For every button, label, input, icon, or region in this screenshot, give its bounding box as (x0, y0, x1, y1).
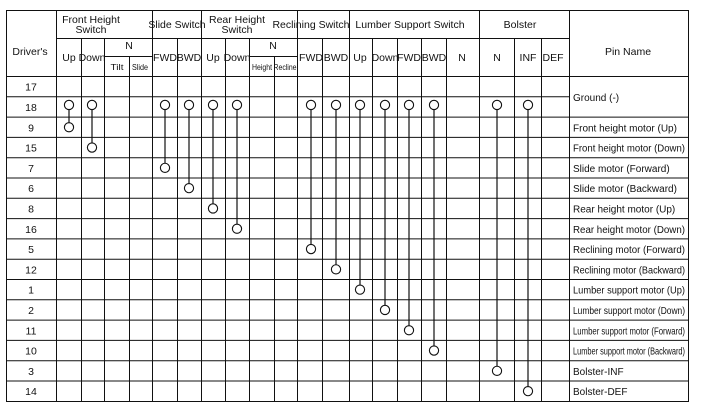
reclining-bwd-label: BWD (323, 52, 349, 64)
lumber-bwd-label: BWD (421, 52, 447, 64)
contact-point (87, 100, 96, 109)
connection-slide-bwd (184, 100, 193, 192)
front-height-switch-header-line1: Front Height (62, 14, 120, 26)
pin-name: Rear height motor (Down) (573, 224, 685, 236)
connection-rear-height-down (232, 100, 241, 233)
front-height-down-label: Down (78, 52, 106, 64)
table-rows (7, 82, 689, 399)
front-height-n-label: N (125, 40, 133, 52)
pin-name: Bolster-INF (573, 366, 624, 378)
contact-point (160, 163, 169, 172)
drivers-header: Driver's (12, 46, 48, 58)
connection-wires (64, 100, 532, 395)
connection-lumber-up (355, 100, 364, 294)
front-height-up-label: Up (62, 52, 76, 64)
front-height-tilt-label: Tilt (110, 63, 125, 72)
rear-height-height-label: Height (252, 63, 273, 72)
contact-point (64, 100, 73, 109)
pin-name: Reclining motor (Forward) (573, 245, 685, 257)
pin-number: 10 (25, 345, 37, 358)
table-row (7, 203, 689, 218)
contact-point (208, 204, 217, 213)
rear-height-up-label: Up (206, 52, 220, 64)
table-row (7, 366, 689, 381)
contact-point (184, 184, 193, 193)
lumber-down-label: Down (371, 52, 399, 64)
table-row (7, 143, 689, 158)
pin-name: Lumber support motor (Down) (573, 305, 685, 317)
front-height-switch-header-line2: Switch (75, 24, 107, 36)
contact-point (404, 100, 413, 109)
pin-number: 17 (25, 81, 37, 94)
pin-number: 3 (28, 365, 34, 378)
reclining-switch-header: Reclining Switch (272, 19, 350, 31)
contact-point (429, 346, 438, 355)
contact-point (331, 265, 340, 274)
contact-point (355, 100, 364, 109)
pin-number: 18 (25, 101, 37, 114)
connection-reclining-bwd (331, 100, 340, 274)
contact-point (355, 285, 364, 294)
table-row (7, 183, 689, 198)
pin-name-header: Pin Name (604, 46, 652, 58)
connection-front-height-down (87, 100, 96, 152)
bolster-n-label: N (493, 52, 501, 64)
pin-name: Lumber support motor (Forward) (573, 326, 685, 338)
pin-number: 16 (25, 223, 37, 236)
contact-point (523, 100, 532, 109)
contact-point (208, 100, 217, 109)
contact-point (380, 305, 389, 314)
pin-name: Rear height motor (Up) (573, 204, 676, 216)
pin-number: 7 (28, 162, 34, 175)
lumber-support-switch-header: Lumber Support Switch (355, 19, 465, 31)
front-height-slide-label: Slide (132, 63, 149, 72)
lumber-fwd-label: FWD (397, 52, 421, 64)
table-row (7, 346, 689, 361)
pin-name: Slide motor (Forward) (573, 163, 670, 175)
pin-number: 14 (25, 386, 37, 399)
pin-name: Front height motor (Down) (573, 143, 685, 155)
slide-switch-header: Slide Switch (148, 19, 206, 31)
pin-number: 8 (28, 203, 34, 216)
table-row (7, 305, 689, 320)
bolster-header: Bolster (503, 19, 537, 31)
rear-height-switch-header-line1: Rear Height (208, 14, 266, 26)
rear-height-n-label: N (269, 40, 277, 52)
bolster-inf-label: INF (519, 52, 537, 64)
contact-point (331, 100, 340, 109)
pin-number: 2 (28, 304, 34, 317)
table-row (7, 122, 689, 137)
contact-point (404, 326, 413, 335)
pin-name: Front height motor (Up) (573, 123, 677, 135)
table-row (7, 285, 689, 300)
contact-point (429, 100, 438, 109)
contact-point (492, 100, 501, 109)
rear-height-down-label: Down (223, 52, 251, 64)
pin-name: Slide motor (Backward) (573, 184, 677, 196)
pin-number: 6 (28, 183, 34, 196)
connection-front-height-up (64, 100, 73, 132)
connection-slide-fwd (160, 100, 169, 172)
pin-name: Lumber support motor (Backward) (573, 346, 685, 358)
contact-point (87, 143, 96, 152)
contact-point (380, 100, 389, 109)
connection-bolster-n (492, 100, 501, 375)
pin-name: Lumber support motor (Up) (573, 285, 685, 297)
pin-number: 1 (28, 284, 34, 297)
pin-number: 15 (25, 142, 37, 155)
connection-reclining-fwd (306, 100, 315, 253)
pin-number: 12 (25, 264, 37, 277)
contact-point (306, 244, 315, 253)
table-row (25, 386, 627, 398)
contact-point (232, 100, 241, 109)
contact-point (184, 100, 193, 109)
table-row (7, 264, 689, 279)
table-row (7, 244, 689, 259)
table-row (7, 163, 689, 178)
bolster-def-label: DEF (542, 52, 564, 64)
contact-point (492, 366, 501, 375)
contact-point (306, 100, 315, 109)
pin-number: 11 (25, 325, 37, 338)
table-row (7, 325, 689, 340)
rear-height-switch-header-line2: Switch (221, 24, 253, 36)
lumber-n-label: N (458, 52, 466, 64)
contact-point (64, 123, 73, 132)
table-row (7, 224, 689, 239)
lumber-up-label: Up (353, 52, 367, 64)
pin-number: 9 (28, 122, 34, 135)
table-row (7, 82, 570, 97)
connection-bolster-inf (523, 100, 532, 395)
slide-fwd-label: FWD (153, 52, 177, 64)
contact-point (232, 224, 241, 233)
connection-lumber-down (380, 100, 389, 314)
contact-point (523, 387, 532, 396)
rear-height-recline-label: Recline (273, 63, 297, 72)
contact-point (160, 100, 169, 109)
pin-name: Ground (-) (573, 92, 620, 104)
reclining-fwd-label: FWD (299, 52, 323, 64)
connection-lumber-bwd (429, 100, 438, 355)
pin-name: Bolster-DEF (573, 387, 628, 399)
pin-name: Reclining motor (Backward) (573, 265, 685, 277)
pin-number: 5 (28, 244, 34, 257)
slide-bwd-label: BWD (176, 52, 202, 64)
